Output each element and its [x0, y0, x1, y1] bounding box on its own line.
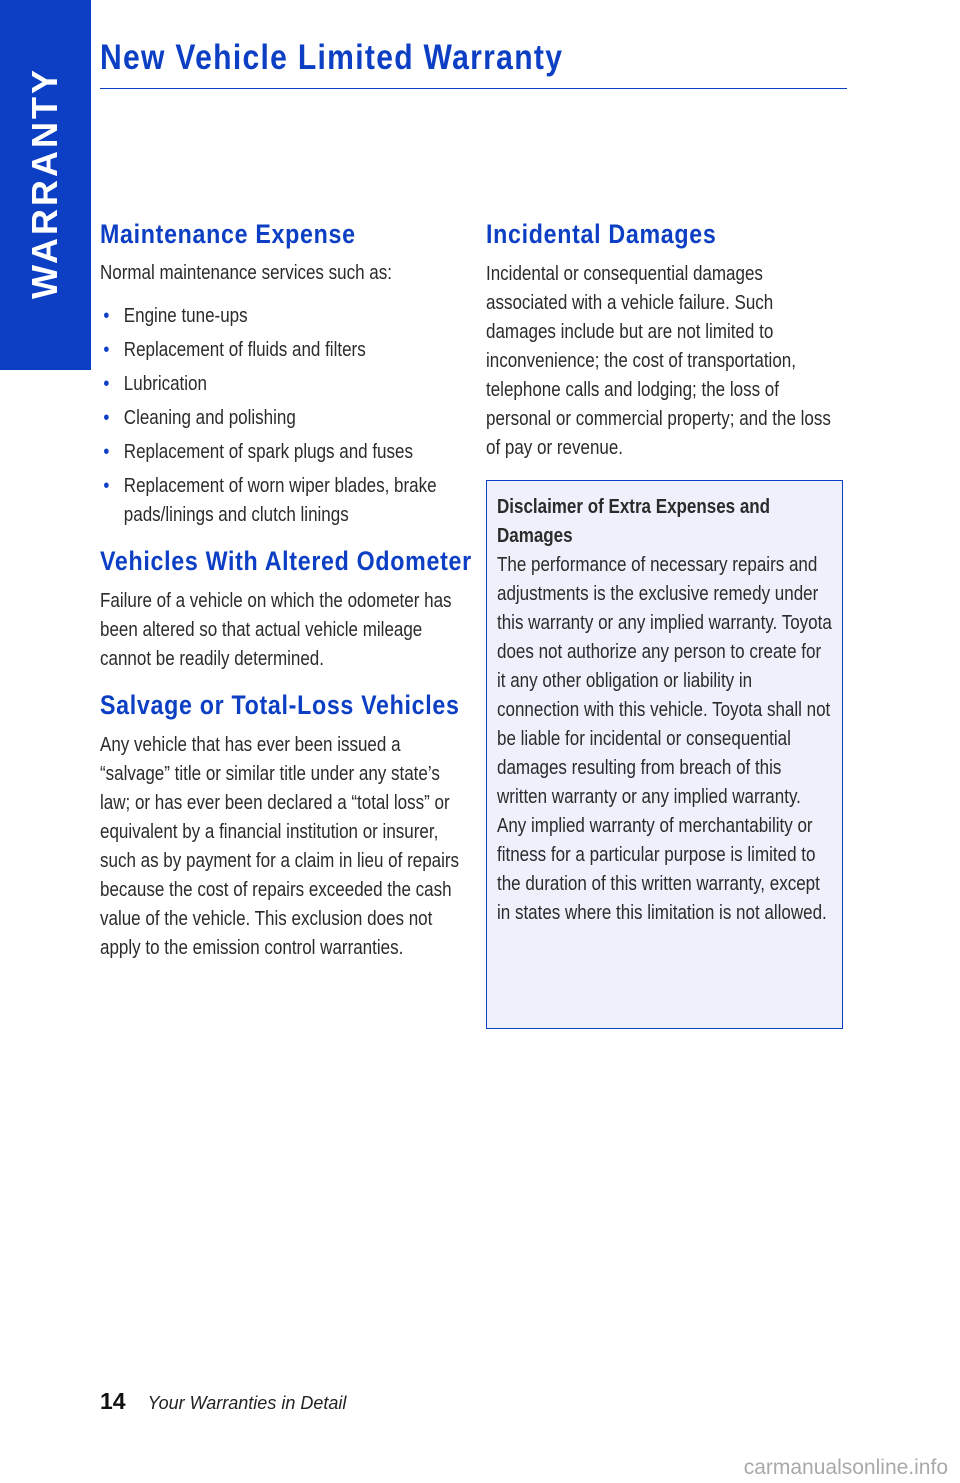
side-tab-label: WARRANTY — [24, 67, 65, 299]
page-title: New Vehicle Limited Warranty — [100, 38, 564, 77]
title-divider — [100, 88, 847, 89]
maintenance-heading: Maintenance Expense — [100, 219, 356, 249]
odometer-text: Failure of a vehicle on which the odometer has been altered so that actual vehicle mileage cannot be readily determined. — [100, 590, 452, 670]
watermark: carmanualsonline.info — [743, 1456, 948, 1479]
incidental-heading: Incidental Damages — [486, 219, 717, 249]
salvage-section — [100, 688, 462, 963]
bullet-icon: • — [103, 441, 110, 463]
incidental-section — [486, 217, 846, 463]
list-item: • Replacement of worn wiper blades, brake pads/linings and clutch linings — [100, 472, 487, 530]
maintenance-list — [100, 302, 462, 530]
odometer-section — [100, 544, 472, 674]
maintenance-section — [100, 217, 462, 530]
bullet-icon: • — [103, 339, 110, 361]
disclaimer-text: The performance of necessary repairs and adjustments is the exclusive remedy under this warranty or any implied warranty. Toyota does not authorize any person to create for it any other obligation or liability in connection with this vehicle. Toyota shall not be liable for incidental or consequential damages resulting from breach of this written warranty or any implied warranty. Any implied warranty of merchantability or fitness for a particular purpose is limited to the duration of this written warranty, except in states where this limitation is not allowed. — [497, 554, 832, 924]
page-number: 14 — [100, 1388, 126, 1414]
bullet-icon: • — [103, 475, 110, 497]
odometer-heading: Vehicles With Altered Odometer — [100, 546, 472, 576]
footer-text: Your Warranties in Detail — [147, 1393, 347, 1413]
page-footer — [100, 1388, 346, 1415]
bullet-icon: • — [103, 305, 110, 327]
incidental-text: Incidental or consequential damages associated with a vehicle failure. Such damages include but are not limited to inconvenience; the cost of transportation, telephone calls and lodging; the loss of personal or commercial property; and the loss of pay or revenue. — [486, 263, 831, 459]
maintenance-intro: Normal maintenance services such as: — [100, 262, 392, 284]
list-item: • Lubrication — [100, 370, 487, 399]
list-item: • Replacement of fluids and filters — [100, 336, 487, 365]
salvage-text: Any vehicle that has ever been issued a “salvage” title or similar title under any state’s law; or has ever been declared a “total loss” or equivalent by a financial institution or insurer, such as by payment for a claim in lieu of repairs because the cost of repairs exceeded the cash value of the vehicle. This exclusion does not apply to the emission control warranties. — [100, 734, 460, 959]
bullet-icon: • — [103, 407, 110, 429]
side-tab — [0, 0, 91, 370]
list-item: • Engine tune-ups — [100, 302, 487, 331]
disclaimer-box — [486, 480, 843, 1029]
right-column — [486, 217, 846, 463]
disclaimer-title: Disclaimer of Extra Expenses and Damages — [497, 496, 771, 547]
bullet-icon: • — [103, 373, 110, 395]
list-item: • Cleaning and polishing — [100, 404, 487, 433]
list-item: • Replacement of spark plugs and fuses — [100, 438, 487, 467]
left-column — [100, 217, 472, 963]
salvage-heading: Salvage or Total-Loss Vehicles — [100, 690, 460, 720]
